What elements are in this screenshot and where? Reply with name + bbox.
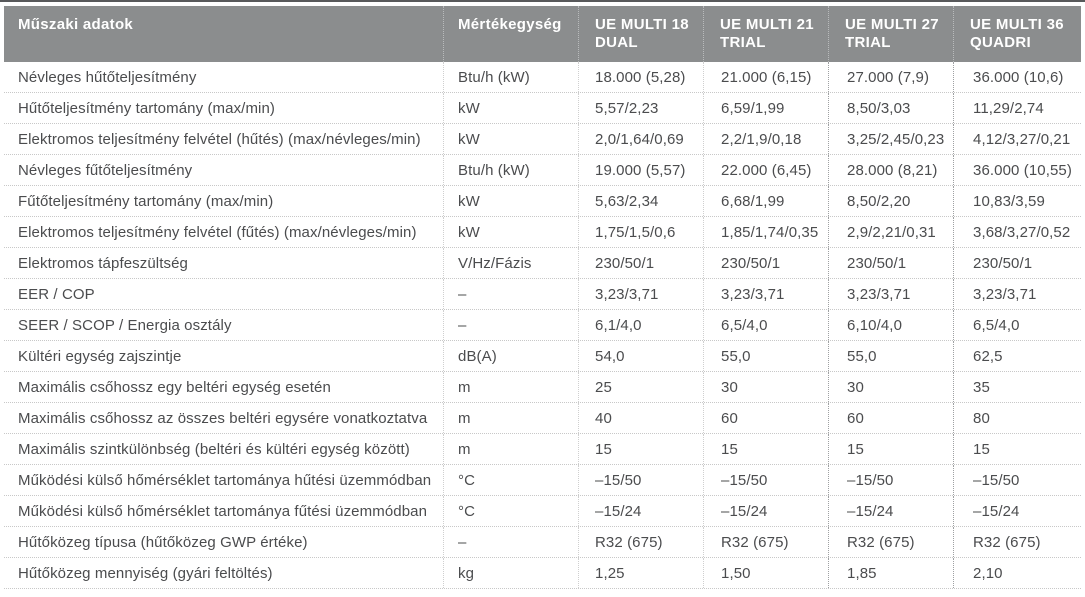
- table-row: [4, 310, 1081, 341]
- header-ue-multi-36-quadri: UE MULTI 36 QUADRI: [953, 6, 1081, 62]
- header-mertekegyseg: Mértékegység: [443, 6, 578, 62]
- value-cell: 230/50/1: [828, 248, 953, 278]
- table-header-row: [4, 6, 1081, 62]
- table-row: [4, 62, 1081, 93]
- spec-label-cell: Kültéri egység zajszintje: [18, 347, 182, 365]
- table-row: [4, 403, 1081, 434]
- value-cell: R32 (675): [578, 527, 703, 557]
- value-cell: –15/50: [578, 465, 703, 495]
- unit-cell: Btu/h (kW): [443, 155, 578, 185]
- value-cell: 18.000 (5,28): [578, 62, 703, 92]
- table-row: [4, 248, 1081, 279]
- table-row: [4, 217, 1081, 248]
- value-cell: 8,50/2,20: [828, 186, 953, 216]
- value-cell: 15: [703, 434, 828, 464]
- spec-label-cell: Hűtőközeg mennyiség (gyári feltöltés): [18, 564, 273, 582]
- table-row: [4, 93, 1081, 124]
- spec-label-cell: Hűtőközeg típusa (hűtőközeg GWP értéke): [18, 533, 308, 551]
- unit-cell: kW: [443, 217, 578, 247]
- spec-label-cell: SEER / SCOP / Energia osztály: [18, 316, 232, 334]
- value-cell: 6,5/4,0: [953, 310, 1081, 340]
- value-cell: 55,0: [828, 341, 953, 371]
- unit-cell: °C: [443, 496, 578, 526]
- value-cell: 55,0: [703, 341, 828, 371]
- value-cell: 60: [828, 403, 953, 433]
- table-row: [4, 155, 1081, 186]
- value-cell: R32 (675): [703, 527, 828, 557]
- value-cell: 5,63/2,34: [578, 186, 703, 216]
- table-row: [4, 465, 1081, 496]
- table-row: [4, 186, 1081, 217]
- value-cell: 4,12/3,27/0,21: [953, 124, 1081, 154]
- spec-label-cell: Maximális csőhossz egy beltéri egység esetén: [18, 378, 331, 396]
- value-cell: 21.000 (6,15): [703, 62, 828, 92]
- table-row: [4, 341, 1081, 372]
- value-cell: 5,57/2,23: [578, 93, 703, 123]
- spec-label-cell: Elektromos teljesítmény felvétel (fűtés) (max/névleges/min): [18, 223, 417, 241]
- value-cell: 80: [953, 403, 1081, 433]
- value-cell: 30: [828, 372, 953, 402]
- value-cell: 6,10/4,0: [828, 310, 953, 340]
- value-cell: 3,23/3,71: [578, 279, 703, 309]
- spec-label-cell: Elektromos teljesítmény felvétel (hűtés) (max/névleges/min): [18, 130, 421, 148]
- value-cell: 8,50/3,03: [828, 93, 953, 123]
- spec-label-cell: Maximális csőhossz az összes beltéri egysére vonatkoztatva: [18, 409, 428, 427]
- unit-cell: dB(A): [443, 341, 578, 371]
- value-cell: 28.000 (8,21): [828, 155, 953, 185]
- value-cell: 2,2/1,9/0,18: [703, 124, 828, 154]
- table-row: [4, 279, 1081, 310]
- unit-cell: Btu/h (kW): [443, 62, 578, 92]
- spec-label-cell: Elektromos tápfeszültség: [18, 254, 188, 272]
- value-cell: 3,23/3,71: [953, 279, 1081, 309]
- value-cell: 230/50/1: [578, 248, 703, 278]
- spec-label-cell: Működési külső hőmérséklet tartománya fűtési üzemmódban: [18, 502, 428, 520]
- value-cell: –15/24: [953, 496, 1081, 526]
- spec-label-cell: Névleges fűtőteljesítmény: [18, 161, 193, 179]
- value-cell: 11,29/2,74: [953, 93, 1081, 123]
- unit-cell: m: [443, 403, 578, 433]
- value-cell: 1,75/1,5/0,6: [578, 217, 703, 247]
- table-body: [4, 62, 1081, 589]
- table-row: [4, 124, 1081, 155]
- unit-cell: –: [443, 310, 578, 340]
- unit-cell: m: [443, 372, 578, 402]
- unit-cell: °C: [443, 465, 578, 495]
- value-cell: 3,23/3,71: [828, 279, 953, 309]
- value-cell: 15: [953, 434, 1081, 464]
- value-cell: 3,25/2,45/0,23: [828, 124, 953, 154]
- value-cell: R32 (675): [828, 527, 953, 557]
- value-cell: 25: [578, 372, 703, 402]
- value-cell: 15: [828, 434, 953, 464]
- table-row: [4, 558, 1081, 589]
- value-cell: 6,5/4,0: [703, 310, 828, 340]
- value-cell: 6,1/4,0: [578, 310, 703, 340]
- value-cell: 2,10: [953, 558, 1081, 588]
- spec-label-cell: Hűtőteljesítmény tartomány (max/min): [18, 99, 276, 117]
- unit-cell: kg: [443, 558, 578, 588]
- value-cell: 2,0/1,64/0,69: [578, 124, 703, 154]
- value-cell: 54,0: [578, 341, 703, 371]
- value-cell: 1,25: [578, 558, 703, 588]
- unit-cell: –: [443, 527, 578, 557]
- value-cell: 27.000 (7,9): [828, 62, 953, 92]
- value-cell: 40: [578, 403, 703, 433]
- spec-label-cell: Működési külső hőmérséklet tartománya hűtési üzemmódban: [18, 471, 432, 489]
- value-cell: –15/50: [828, 465, 953, 495]
- value-cell: 230/50/1: [703, 248, 828, 278]
- value-cell: –15/50: [703, 465, 828, 495]
- value-cell: –15/24: [828, 496, 953, 526]
- spec-label-cell: Névleges hűtőteljesítmény: [18, 68, 197, 86]
- value-cell: –15/24: [703, 496, 828, 526]
- value-cell: 3,68/3,27/0,52: [953, 217, 1081, 247]
- value-cell: 36.000 (10,6): [953, 62, 1081, 92]
- header-muszaki-adatok: Műszaki adatok: [18, 16, 134, 33]
- value-cell: R32 (675): [953, 527, 1081, 557]
- header-ue-multi-21-trial: UE MULTI 21 TRIAL: [703, 6, 828, 62]
- value-cell: 22.000 (6,45): [703, 155, 828, 185]
- value-cell: 36.000 (10,55): [953, 155, 1081, 185]
- spec-label-cell: Fűtőteljesítmény tartomány (max/min): [18, 192, 274, 210]
- value-cell: 6,59/1,99: [703, 93, 828, 123]
- value-cell: 1,85/1,74/0,35: [703, 217, 828, 247]
- unit-cell: kW: [443, 186, 578, 216]
- value-cell: 1,85: [828, 558, 953, 588]
- value-cell: 1,50: [703, 558, 828, 588]
- value-cell: 230/50/1: [953, 248, 1081, 278]
- table-row: [4, 372, 1081, 403]
- value-cell: 2,9/2,21/0,31: [828, 217, 953, 247]
- value-cell: –15/24: [578, 496, 703, 526]
- value-cell: –15/50: [953, 465, 1081, 495]
- value-cell: 10,83/3,59: [953, 186, 1081, 216]
- unit-cell: –: [443, 279, 578, 309]
- value-cell: 35: [953, 372, 1081, 402]
- table-row: [4, 496, 1081, 527]
- value-cell: 60: [703, 403, 828, 433]
- spec-label-cell: Maximális szintkülönbség (beltéri és kültéri egység között): [18, 440, 410, 458]
- unit-cell: kW: [443, 93, 578, 123]
- spec-label-cell: EER / COP: [18, 285, 95, 303]
- value-cell: 19.000 (5,57): [578, 155, 703, 185]
- header-ue-multi-18-dual: UE MULTI 18 DUAL: [578, 6, 703, 62]
- value-cell: 6,68/1,99: [703, 186, 828, 216]
- unit-cell: m: [443, 434, 578, 464]
- header-ue-multi-27-trial: UE MULTI 27 TRIAL: [828, 6, 953, 62]
- unit-cell: kW: [443, 124, 578, 154]
- value-cell: 3,23/3,71: [703, 279, 828, 309]
- unit-cell: V/Hz/Fázis: [443, 248, 578, 278]
- value-cell: 30: [703, 372, 828, 402]
- table-row: [4, 527, 1081, 558]
- value-cell: 62,5: [953, 341, 1081, 371]
- value-cell: 15: [578, 434, 703, 464]
- table-row: [4, 434, 1081, 465]
